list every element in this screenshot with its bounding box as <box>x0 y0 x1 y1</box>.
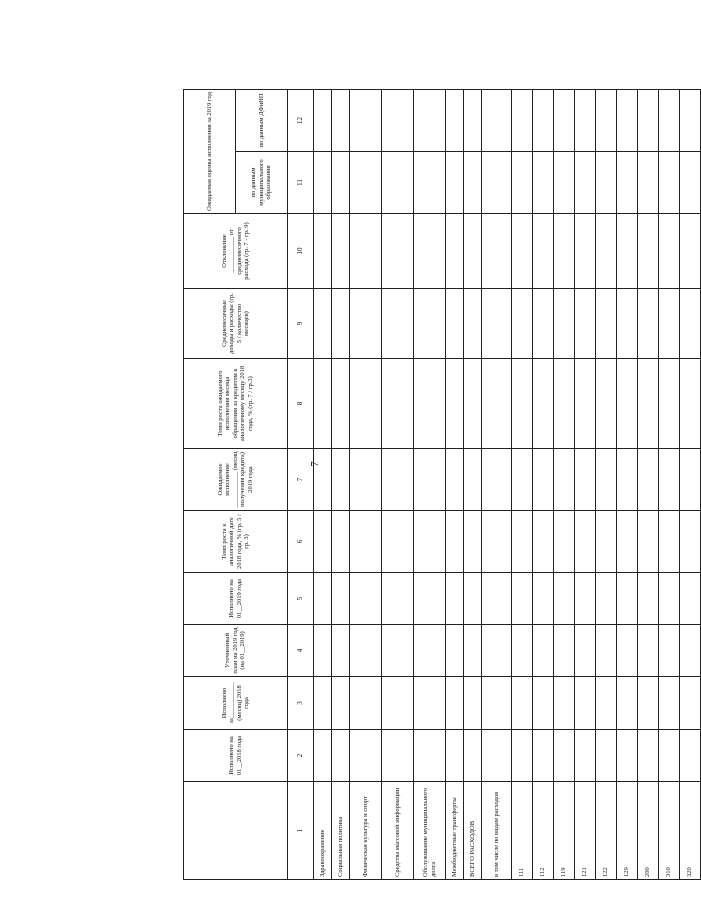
empty-cell <box>533 449 554 511</box>
empty-cell <box>638 152 659 214</box>
empty-cell <box>382 214 414 289</box>
empty-cell <box>596 214 617 289</box>
column-number: 5 <box>288 573 314 625</box>
empty-cell <box>314 89 332 151</box>
empty-cell <box>414 573 446 625</box>
empty-cell <box>512 625 533 677</box>
empty-cell <box>659 359 680 449</box>
page-number: 7 <box>309 461 321 467</box>
rotated-table-wrapper <box>183 90 694 880</box>
empty-cell <box>680 152 701 214</box>
empty-cell <box>464 214 482 289</box>
empty-cell <box>382 573 414 625</box>
empty-cell <box>512 573 533 625</box>
empty-cell <box>638 359 659 449</box>
header-col-4: Уточненный план на 2019 год (на 01__2019) <box>184 625 288 677</box>
empty-cell <box>464 677 482 730</box>
empty-cell <box>575 89 596 151</box>
empty-cell <box>350 625 382 677</box>
empty-cell <box>464 152 482 214</box>
empty-cell <box>659 677 680 730</box>
header-col-12: по данным ДФиНП <box>236 89 288 151</box>
row-label: 310 <box>659 782 680 880</box>
row-label: 119 <box>554 782 575 880</box>
empty-cell <box>382 677 414 730</box>
empty-cell <box>617 625 638 677</box>
empty-cell <box>680 214 701 289</box>
empty-cell <box>482 214 512 289</box>
empty-cell <box>512 511 533 573</box>
empty-cell <box>575 449 596 511</box>
empty-cell <box>617 214 638 289</box>
empty-cell <box>482 152 512 214</box>
empty-cell <box>554 89 575 151</box>
row-label: Обслуживание муниципального долга <box>414 782 446 880</box>
empty-cell <box>554 449 575 511</box>
empty-cell <box>680 449 701 511</box>
table-row <box>617 89 638 879</box>
column-number: 2 <box>288 730 314 782</box>
empty-cell <box>596 152 617 214</box>
empty-cell <box>314 289 332 359</box>
empty-cell <box>482 573 512 625</box>
empty-cell <box>554 214 575 289</box>
header-col-7: Ожидаемое исполнение ___________ (месяц получения кредита) 2019 года <box>184 449 288 511</box>
empty-cell <box>680 573 701 625</box>
table-row <box>350 89 382 879</box>
empty-cell <box>638 573 659 625</box>
header-col-1 <box>184 782 288 880</box>
row-label: в том числе по видам расходов <box>482 782 512 880</box>
empty-cell <box>464 625 482 677</box>
empty-cell <box>575 152 596 214</box>
table-row <box>414 89 446 879</box>
empty-cell <box>533 730 554 782</box>
empty-cell <box>512 449 533 511</box>
empty-cell <box>464 359 482 449</box>
empty-cell <box>314 677 332 730</box>
empty-cell <box>314 730 332 782</box>
column-number: 12 <box>288 89 314 151</box>
empty-cell <box>680 677 701 730</box>
table-row <box>638 89 659 879</box>
empty-cell <box>332 289 350 359</box>
empty-cell <box>596 511 617 573</box>
empty-cell <box>533 214 554 289</box>
empty-cell <box>680 89 701 151</box>
empty-cell <box>332 677 350 730</box>
empty-cell <box>446 449 464 511</box>
empty-cell <box>659 511 680 573</box>
empty-cell <box>512 289 533 359</box>
empty-cell <box>332 449 350 511</box>
empty-cell <box>554 625 575 677</box>
empty-cell <box>382 449 414 511</box>
table-row <box>464 89 482 879</box>
empty-cell <box>617 152 638 214</box>
empty-cell <box>332 625 350 677</box>
empty-cell <box>382 89 414 151</box>
empty-cell <box>382 625 414 677</box>
empty-cell <box>575 573 596 625</box>
empty-cell <box>512 730 533 782</box>
empty-cell <box>464 289 482 359</box>
empty-cell <box>446 289 464 359</box>
empty-cell <box>617 677 638 730</box>
empty-cell <box>533 511 554 573</box>
empty-cell <box>659 625 680 677</box>
empty-cell <box>446 511 464 573</box>
empty-cell <box>414 214 446 289</box>
empty-cell <box>575 359 596 449</box>
table-row <box>482 89 512 879</box>
empty-cell <box>554 730 575 782</box>
empty-cell <box>332 214 350 289</box>
header-col-10: Отклонение ___________ от среднемесячного расхода (гр. 7 - гр. 9) <box>184 214 288 289</box>
header-col-6: Темп роста к аналогичной дате 2018 года, % (гр. 5 / гр. 3) <box>184 511 288 573</box>
header-col-5: Исполнено на 01__2019 года <box>184 573 288 625</box>
empty-cell <box>680 730 701 782</box>
empty-cell <box>680 289 701 359</box>
empty-cell <box>596 573 617 625</box>
empty-cell <box>617 573 638 625</box>
empty-cell <box>482 359 512 449</box>
empty-cell <box>446 573 464 625</box>
empty-cell <box>350 359 382 449</box>
empty-cell <box>446 152 464 214</box>
empty-cell <box>414 289 446 359</box>
empty-cell <box>659 152 680 214</box>
empty-cell <box>382 730 414 782</box>
empty-cell <box>414 89 446 151</box>
empty-cell <box>554 677 575 730</box>
empty-cell <box>382 289 414 359</box>
empty-cell <box>638 677 659 730</box>
table-row <box>533 89 554 879</box>
empty-cell <box>314 214 332 289</box>
column-number: 9 <box>288 289 314 359</box>
row-label: 111 <box>512 782 533 880</box>
header-col-3: Исполнено за___________ (месяц) 2018 года <box>184 677 288 730</box>
empty-cell <box>314 152 332 214</box>
empty-cell <box>554 573 575 625</box>
empty-cell <box>512 677 533 730</box>
empty-cell <box>314 359 332 449</box>
empty-cell <box>464 573 482 625</box>
empty-cell <box>482 625 512 677</box>
empty-cell <box>482 730 512 782</box>
row-label: Межбюджетные трансферты <box>446 782 464 880</box>
table-row <box>314 89 332 879</box>
empty-cell <box>414 625 446 677</box>
empty-cell <box>680 511 701 573</box>
empty-cell <box>659 89 680 151</box>
empty-cell <box>659 214 680 289</box>
row-label: Здравоохранение <box>314 782 332 880</box>
empty-cell <box>512 359 533 449</box>
empty-cell <box>332 89 350 151</box>
header-col-9: Среднемесячные доходы и расходы (гр. 5 / количество месяцев) <box>184 289 288 359</box>
row-label: 122 <box>596 782 617 880</box>
column-number: 7 <box>288 449 314 511</box>
empty-cell <box>638 449 659 511</box>
row-label: 200 <box>638 782 659 880</box>
row-label: Средства массовой информации <box>382 782 414 880</box>
empty-cell <box>596 730 617 782</box>
empty-cell <box>414 152 446 214</box>
column-number: 6 <box>288 511 314 573</box>
empty-cell <box>446 677 464 730</box>
row-label: 129 <box>617 782 638 880</box>
column-number-row <box>288 89 314 879</box>
column-number: 4 <box>288 625 314 677</box>
row-label: Физическая культура и спорт <box>350 782 382 880</box>
empty-cell <box>414 677 446 730</box>
empty-cell <box>314 449 332 511</box>
empty-cell <box>414 730 446 782</box>
empty-cell <box>446 625 464 677</box>
empty-cell <box>575 214 596 289</box>
empty-cell <box>596 449 617 511</box>
empty-cell <box>680 625 701 677</box>
header-group-estimate: Ожидаемая оценка исполнения за 2019 год <box>184 89 236 213</box>
column-number: 8 <box>288 359 314 449</box>
column-number: 10 <box>288 214 314 289</box>
header-col-8: Темп роста ожидаемого исполнения месяца обращения за кредитом к аналогичному месяцу 2018 года, % (гр. 7 / гр.3) <box>184 359 288 449</box>
empty-cell <box>596 89 617 151</box>
empty-cell <box>533 289 554 359</box>
empty-cell <box>533 152 554 214</box>
empty-cell <box>617 511 638 573</box>
empty-cell <box>533 89 554 151</box>
empty-cell <box>382 511 414 573</box>
empty-cell <box>446 730 464 782</box>
empty-cell <box>638 214 659 289</box>
empty-cell <box>332 511 350 573</box>
empty-cell <box>533 573 554 625</box>
empty-cell <box>414 359 446 449</box>
empty-cell <box>314 625 332 677</box>
empty-cell <box>638 89 659 151</box>
table-row <box>554 89 575 879</box>
empty-cell <box>350 289 382 359</box>
empty-cell <box>350 214 382 289</box>
empty-cell <box>464 89 482 151</box>
empty-cell <box>314 573 332 625</box>
empty-cell <box>533 677 554 730</box>
row-label: 320 <box>680 782 701 880</box>
empty-cell <box>414 449 446 511</box>
empty-cell <box>617 89 638 151</box>
empty-cell <box>596 359 617 449</box>
table-row <box>659 89 680 879</box>
empty-cell <box>575 730 596 782</box>
empty-cell <box>350 677 382 730</box>
empty-cell <box>575 511 596 573</box>
empty-cell <box>617 449 638 511</box>
empty-cell <box>512 89 533 151</box>
empty-cell <box>554 289 575 359</box>
table-row <box>596 89 617 879</box>
empty-cell <box>617 289 638 359</box>
empty-cell <box>482 677 512 730</box>
header-col-11: по данным муниципального образования <box>236 152 288 214</box>
empty-cell <box>617 730 638 782</box>
empty-cell <box>596 625 617 677</box>
table-row <box>332 89 350 879</box>
empty-cell <box>533 625 554 677</box>
empty-cell <box>638 289 659 359</box>
empty-cell <box>446 89 464 151</box>
empty-cell <box>575 625 596 677</box>
empty-cell <box>659 449 680 511</box>
table-row <box>575 89 596 879</box>
empty-cell <box>533 359 554 449</box>
empty-cell <box>512 152 533 214</box>
empty-cell <box>382 359 414 449</box>
empty-cell <box>575 677 596 730</box>
header-col-2: Исполнено на 01__2018 года <box>184 730 288 782</box>
empty-cell <box>446 359 464 449</box>
empty-cell <box>350 89 382 151</box>
table-row <box>382 89 414 879</box>
column-number: 1 <box>288 782 314 880</box>
empty-cell <box>638 730 659 782</box>
empty-cell <box>464 511 482 573</box>
empty-cell <box>314 511 332 573</box>
column-number: 3 <box>288 677 314 730</box>
empty-cell <box>596 677 617 730</box>
empty-cell <box>382 152 414 214</box>
empty-cell <box>350 511 382 573</box>
empty-cell <box>446 214 464 289</box>
header-row-1 <box>184 89 236 879</box>
row-label: 121 <box>575 782 596 880</box>
empty-cell <box>482 89 512 151</box>
table-row <box>446 89 464 879</box>
empty-cell <box>332 573 350 625</box>
row-label: ВСЕГО РАСХОДОВ <box>464 782 482 880</box>
column-number: 11 <box>288 152 314 214</box>
empty-cell <box>350 449 382 511</box>
empty-cell <box>659 573 680 625</box>
empty-cell <box>554 511 575 573</box>
budget-table <box>183 89 701 880</box>
table-body <box>314 89 701 879</box>
empty-cell <box>350 152 382 214</box>
empty-cell <box>332 359 350 449</box>
empty-cell <box>332 152 350 214</box>
empty-cell <box>464 449 482 511</box>
empty-cell <box>350 730 382 782</box>
empty-cell <box>554 152 575 214</box>
empty-cell <box>659 289 680 359</box>
empty-cell <box>482 449 512 511</box>
empty-cell <box>659 730 680 782</box>
row-label: Социальная политика <box>332 782 350 880</box>
empty-cell <box>414 511 446 573</box>
empty-cell <box>638 511 659 573</box>
row-label: 112 <box>533 782 554 880</box>
empty-cell <box>332 730 350 782</box>
empty-cell <box>680 359 701 449</box>
empty-cell <box>512 214 533 289</box>
empty-cell <box>638 625 659 677</box>
empty-cell <box>596 289 617 359</box>
empty-cell <box>554 359 575 449</box>
empty-cell <box>350 573 382 625</box>
empty-cell <box>482 511 512 573</box>
empty-cell <box>575 289 596 359</box>
table-row <box>680 89 701 879</box>
empty-cell <box>464 730 482 782</box>
table-row <box>512 89 533 879</box>
empty-cell <box>617 359 638 449</box>
empty-cell <box>482 289 512 359</box>
